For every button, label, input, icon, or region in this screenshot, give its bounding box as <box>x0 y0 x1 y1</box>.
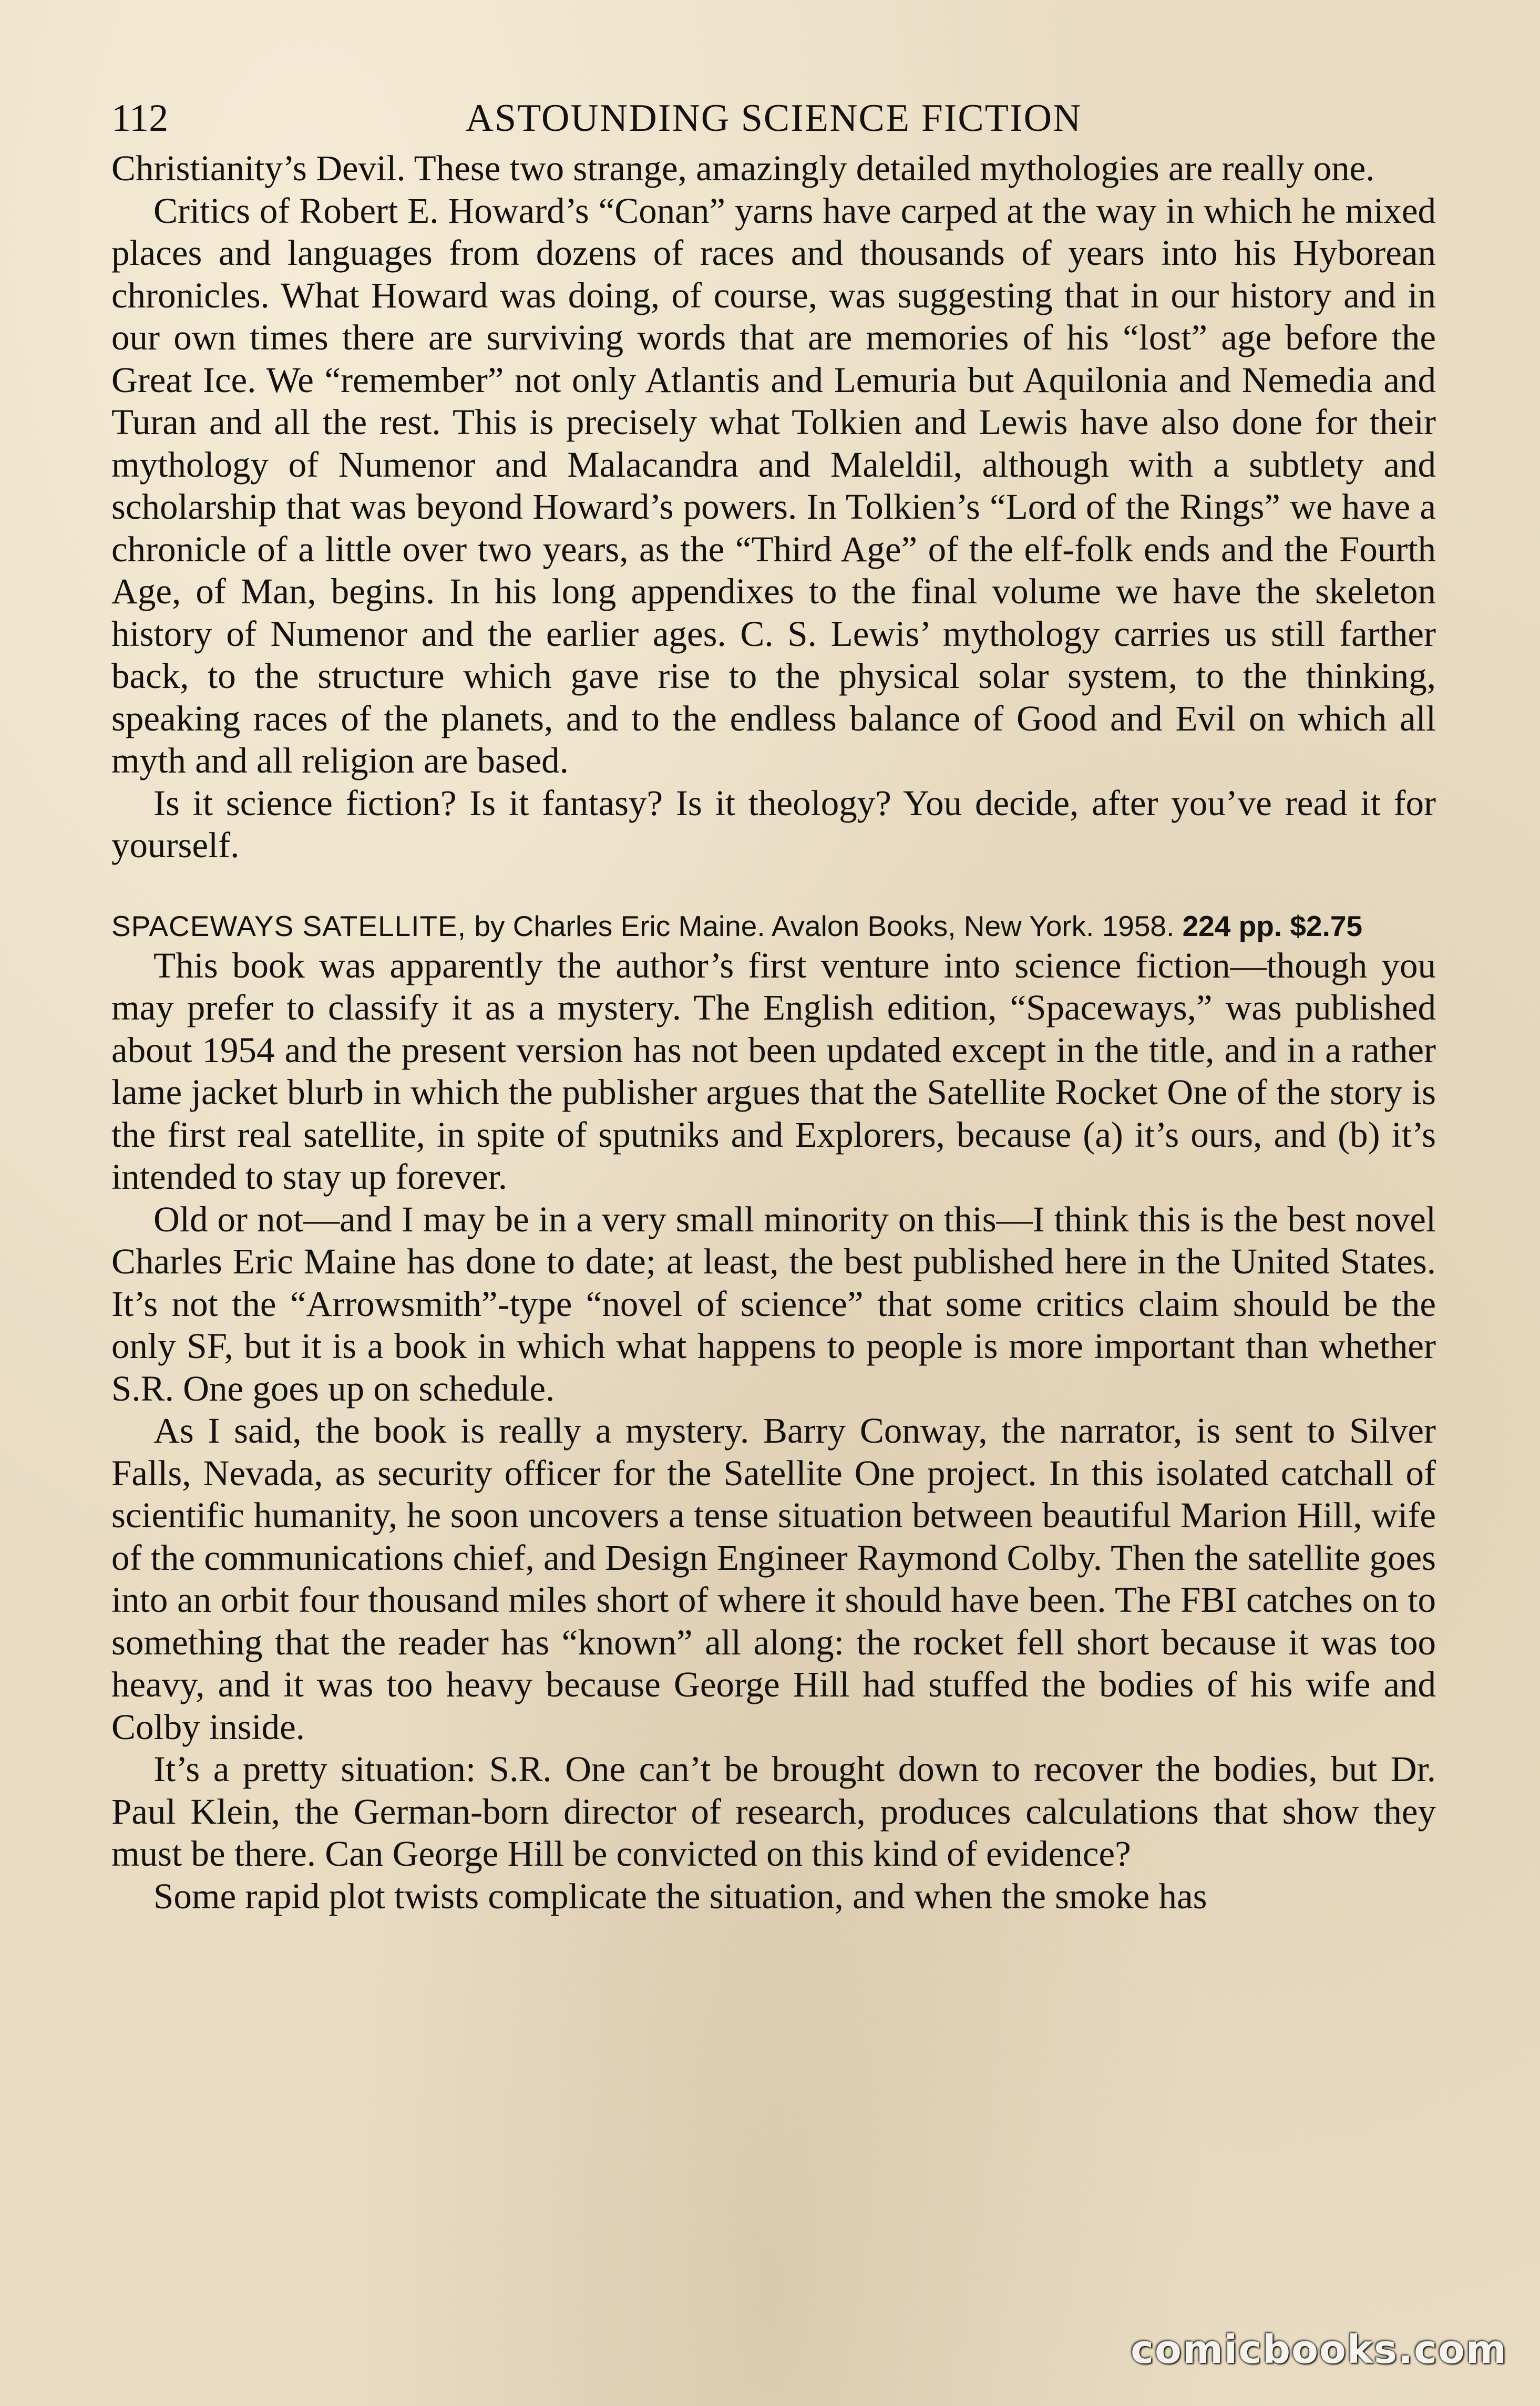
paragraph: As I said, the book is really a mystery. Barry Conway, the narrator, is sent to Silver Falls, Nevada, as security officer for the Satellite One project. In this isolated catchall of scientific humanity, he soon uncovers a tense situation between beautiful Marion Hill, wife of the communications chief, and Design Engineer Raymond Colby. Then the satellite goes into an orbit four thousand miles short of where it should have been. The FBI catches on to something that the reader has “known” all along: the rocket fell short because it was too heavy, and it was too heavy because George Hill had stuffed the bodies of his wife and Colby inside. <box>111 1411 1436 1747</box>
paragraph: Old or not—and I may be in a very small minority on this—I think this is the best novel Charles Eric Maine has done to date; at least, the best published here in the United States. It’s not the “Arrowsmith”-type “novel of science” that some critics claim should be the only SF, but it is a book in which what happens to people is more important than whether S.R. One goes up on schedule. <box>111 1199 1436 1408</box>
page-number: 112 <box>111 97 169 140</box>
paragraph: Critics of Robert E. Howard’s “Conan” yarns have carped at the way in which he mixed places and languages from dozens of races and thousands of years into his Hyborean chronicles. What Howard was doing, of course, was suggesting that in our history and in our own times there are surviving words that are memories of his “lost” age before the Great Ice. We “remember” not only Atlantis and Lemuria but Aquilonia and Nemedia and Turan and all the rest. This is precisely what Tolkien and Lewis have also done for their mythology of Numenor and Malacandra and Maleldil, although with a subtlety and scholarship that was beyond Howard’s powers. In Tolkien’s “Lord of the Rings” we have a chronicle of a little over two years, as the “Third Age” of the elf-folk ends and the Fourth Age, of Man, begins. In his long appendixes to the final volume we have the skeleton history of Numenor and the earlier ages. C. S. Lewis’ mythology carries us still farther back, to the structure which gave rise to the physical solar system, to the thinking, speaking races of the planets, and to the endless balance of Good and Evil on which all myth and all religion are based. <box>111 190 1436 780</box>
watermark: comicbooks.com <box>1131 2327 1507 2372</box>
article-body <box>111 147 1436 867</box>
paragraph: This book was apparently the author’s first venture into science fiction—though you may prefer to classify it as a mystery. The English edition, “Spaceways,” was published about 1954 and the present version has not been updated except in the title, and in a rather lame jacket blurb in which the publisher argues that the Satellite Rocket One of the story is the first real satellite, in spite of sputniks and Explorers, because (a) it’s ours, and (b) it’s intended to stay up forever. <box>111 945 1436 1197</box>
book-page <box>111 89 1436 1917</box>
paragraph: Is it science fiction? Is it fantasy? Is it theology? You decide, after you’ve read it for yourself. <box>111 783 1436 865</box>
review-book-title: SPACEWAYS SATELLITE, <box>111 909 467 942</box>
review-pages-price: 224 pp. $2.75 <box>1182 909 1363 942</box>
paragraph: Christianity’s Devil. These two strange, amazingly detailed mythologies are really one. <box>111 148 1375 188</box>
review-header <box>111 909 1436 943</box>
review-body <box>111 944 1436 1918</box>
paragraph: Some rapid plot twists complicate the situation, and when the smoke has <box>153 1876 1207 1916</box>
paragraph: It’s a pretty situation: S.R. One can’t be brought down to recover the bodies, but Dr. Paul Klein, the German-born director of research, produces calculations that show they must be there. Can George Hill be convicted on this kind of evidence? <box>111 1749 1436 1874</box>
running-head <box>111 89 1436 147</box>
magazine-title: ASTOUNDING SCIENCE FICTION <box>465 97 1082 140</box>
review-byline: by Charles Eric Maine. Avalon Books, New York. 1958. <box>474 909 1175 942</box>
